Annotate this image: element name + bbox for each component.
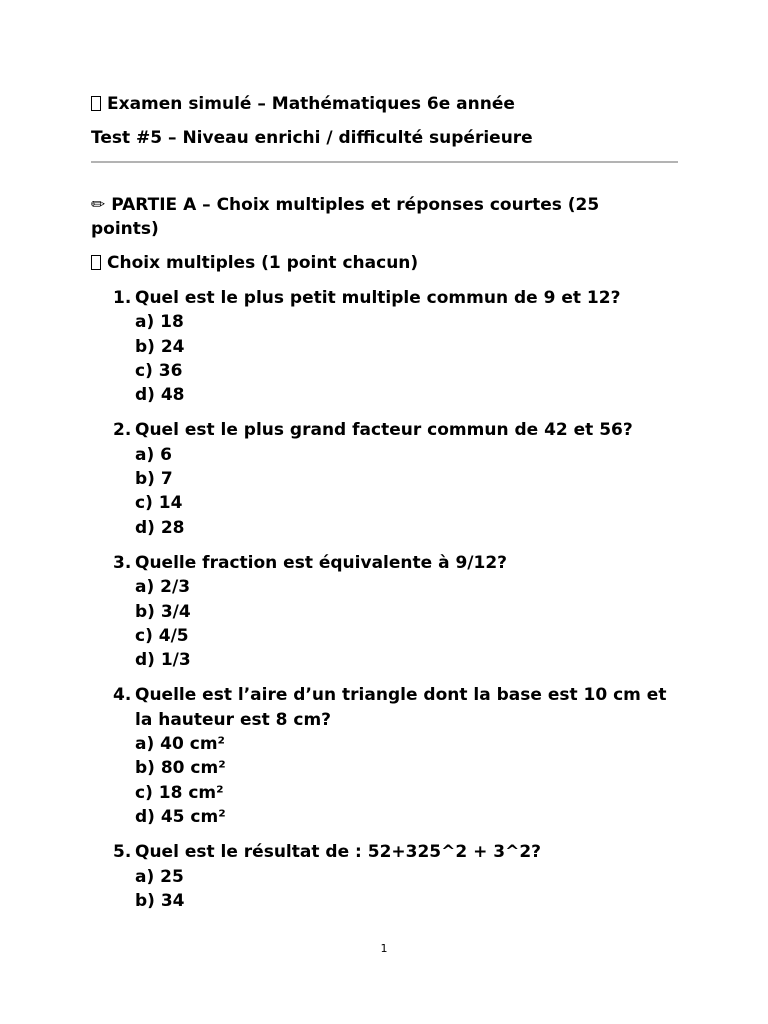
question-number: 1.: [113, 288, 132, 308]
question-number: 4.: [113, 685, 132, 706]
multiple-choice-heading: [91, 251, 418, 275]
answer-option: d) 48: [135, 385, 185, 406]
question-text: Quel est le plus grand facteur commun de 42 et 56?: [135, 420, 633, 441]
answer-option: c) 4/5: [135, 625, 189, 646]
answer-option: c) 18 cm²: [135, 782, 224, 803]
question-list: [113, 286, 673, 924]
question-number: 2.: [113, 420, 132, 441]
horizontal-rule: [91, 161, 678, 163]
answer-option: a) 25: [135, 866, 184, 887]
answer-option: b) 34: [135, 890, 185, 911]
question-text: Quel est le plus petit multiple commun de 9 et 12?: [135, 288, 621, 308]
answer-option: a) 6: [135, 444, 172, 465]
missing-glyph-icon: [91, 255, 101, 270]
question-5: [113, 840, 673, 913]
answer-option: c) 14: [135, 493, 183, 514]
question-text: Quel est le résultat de : 52+325^2 + 3^2?: [135, 842, 542, 863]
question-text: Quelle fraction est équivalente à 9/12?: [135, 552, 508, 573]
answer-option: a) 2/3: [135, 577, 191, 598]
question-2: [113, 418, 673, 539]
answer-option: b) 24: [135, 336, 185, 357]
part-a-heading: [91, 193, 651, 241]
page-number: 1: [380, 942, 388, 955]
answer-option: a) 40 cm²: [135, 734, 225, 755]
part-a-heading-text: PARTIE A – Choix multiples et réponses courtes (25 points): [91, 195, 600, 239]
exam-subtitle: Test #5 – Niveau enrichi / difficulté supérieure: [91, 128, 533, 148]
answer-option: c) 36: [135, 360, 183, 381]
question-4: [113, 683, 673, 829]
answer-option: a) 18: [135, 312, 184, 333]
question-3: [113, 551, 673, 672]
question-1: [113, 286, 673, 407]
answer-option: b) 3/4: [135, 601, 191, 622]
exam-title: [91, 92, 515, 116]
answer-option: d) 28: [135, 517, 185, 538]
missing-glyph-icon: [91, 96, 101, 111]
answer-option: b) 7: [135, 469, 173, 490]
question-number: 5.: [113, 842, 132, 863]
multiple-choice-heading-text: Choix multiples (1 point chacun): [107, 253, 419, 273]
exam-title-text: Examen simulé – Mathématiques 6e année: [107, 94, 515, 114]
answer-option: d) 45 cm²: [135, 806, 226, 827]
question-text: Quelle est l’aire d’un triangle dont la base est 10 cm et la hauteur est 8 cm?: [135, 685, 667, 730]
pencil-icon: ✏: [91, 195, 106, 215]
answer-option: b) 80 cm²: [135, 758, 226, 779]
question-number: 3.: [113, 552, 132, 573]
answer-option: d) 1/3: [135, 650, 191, 671]
